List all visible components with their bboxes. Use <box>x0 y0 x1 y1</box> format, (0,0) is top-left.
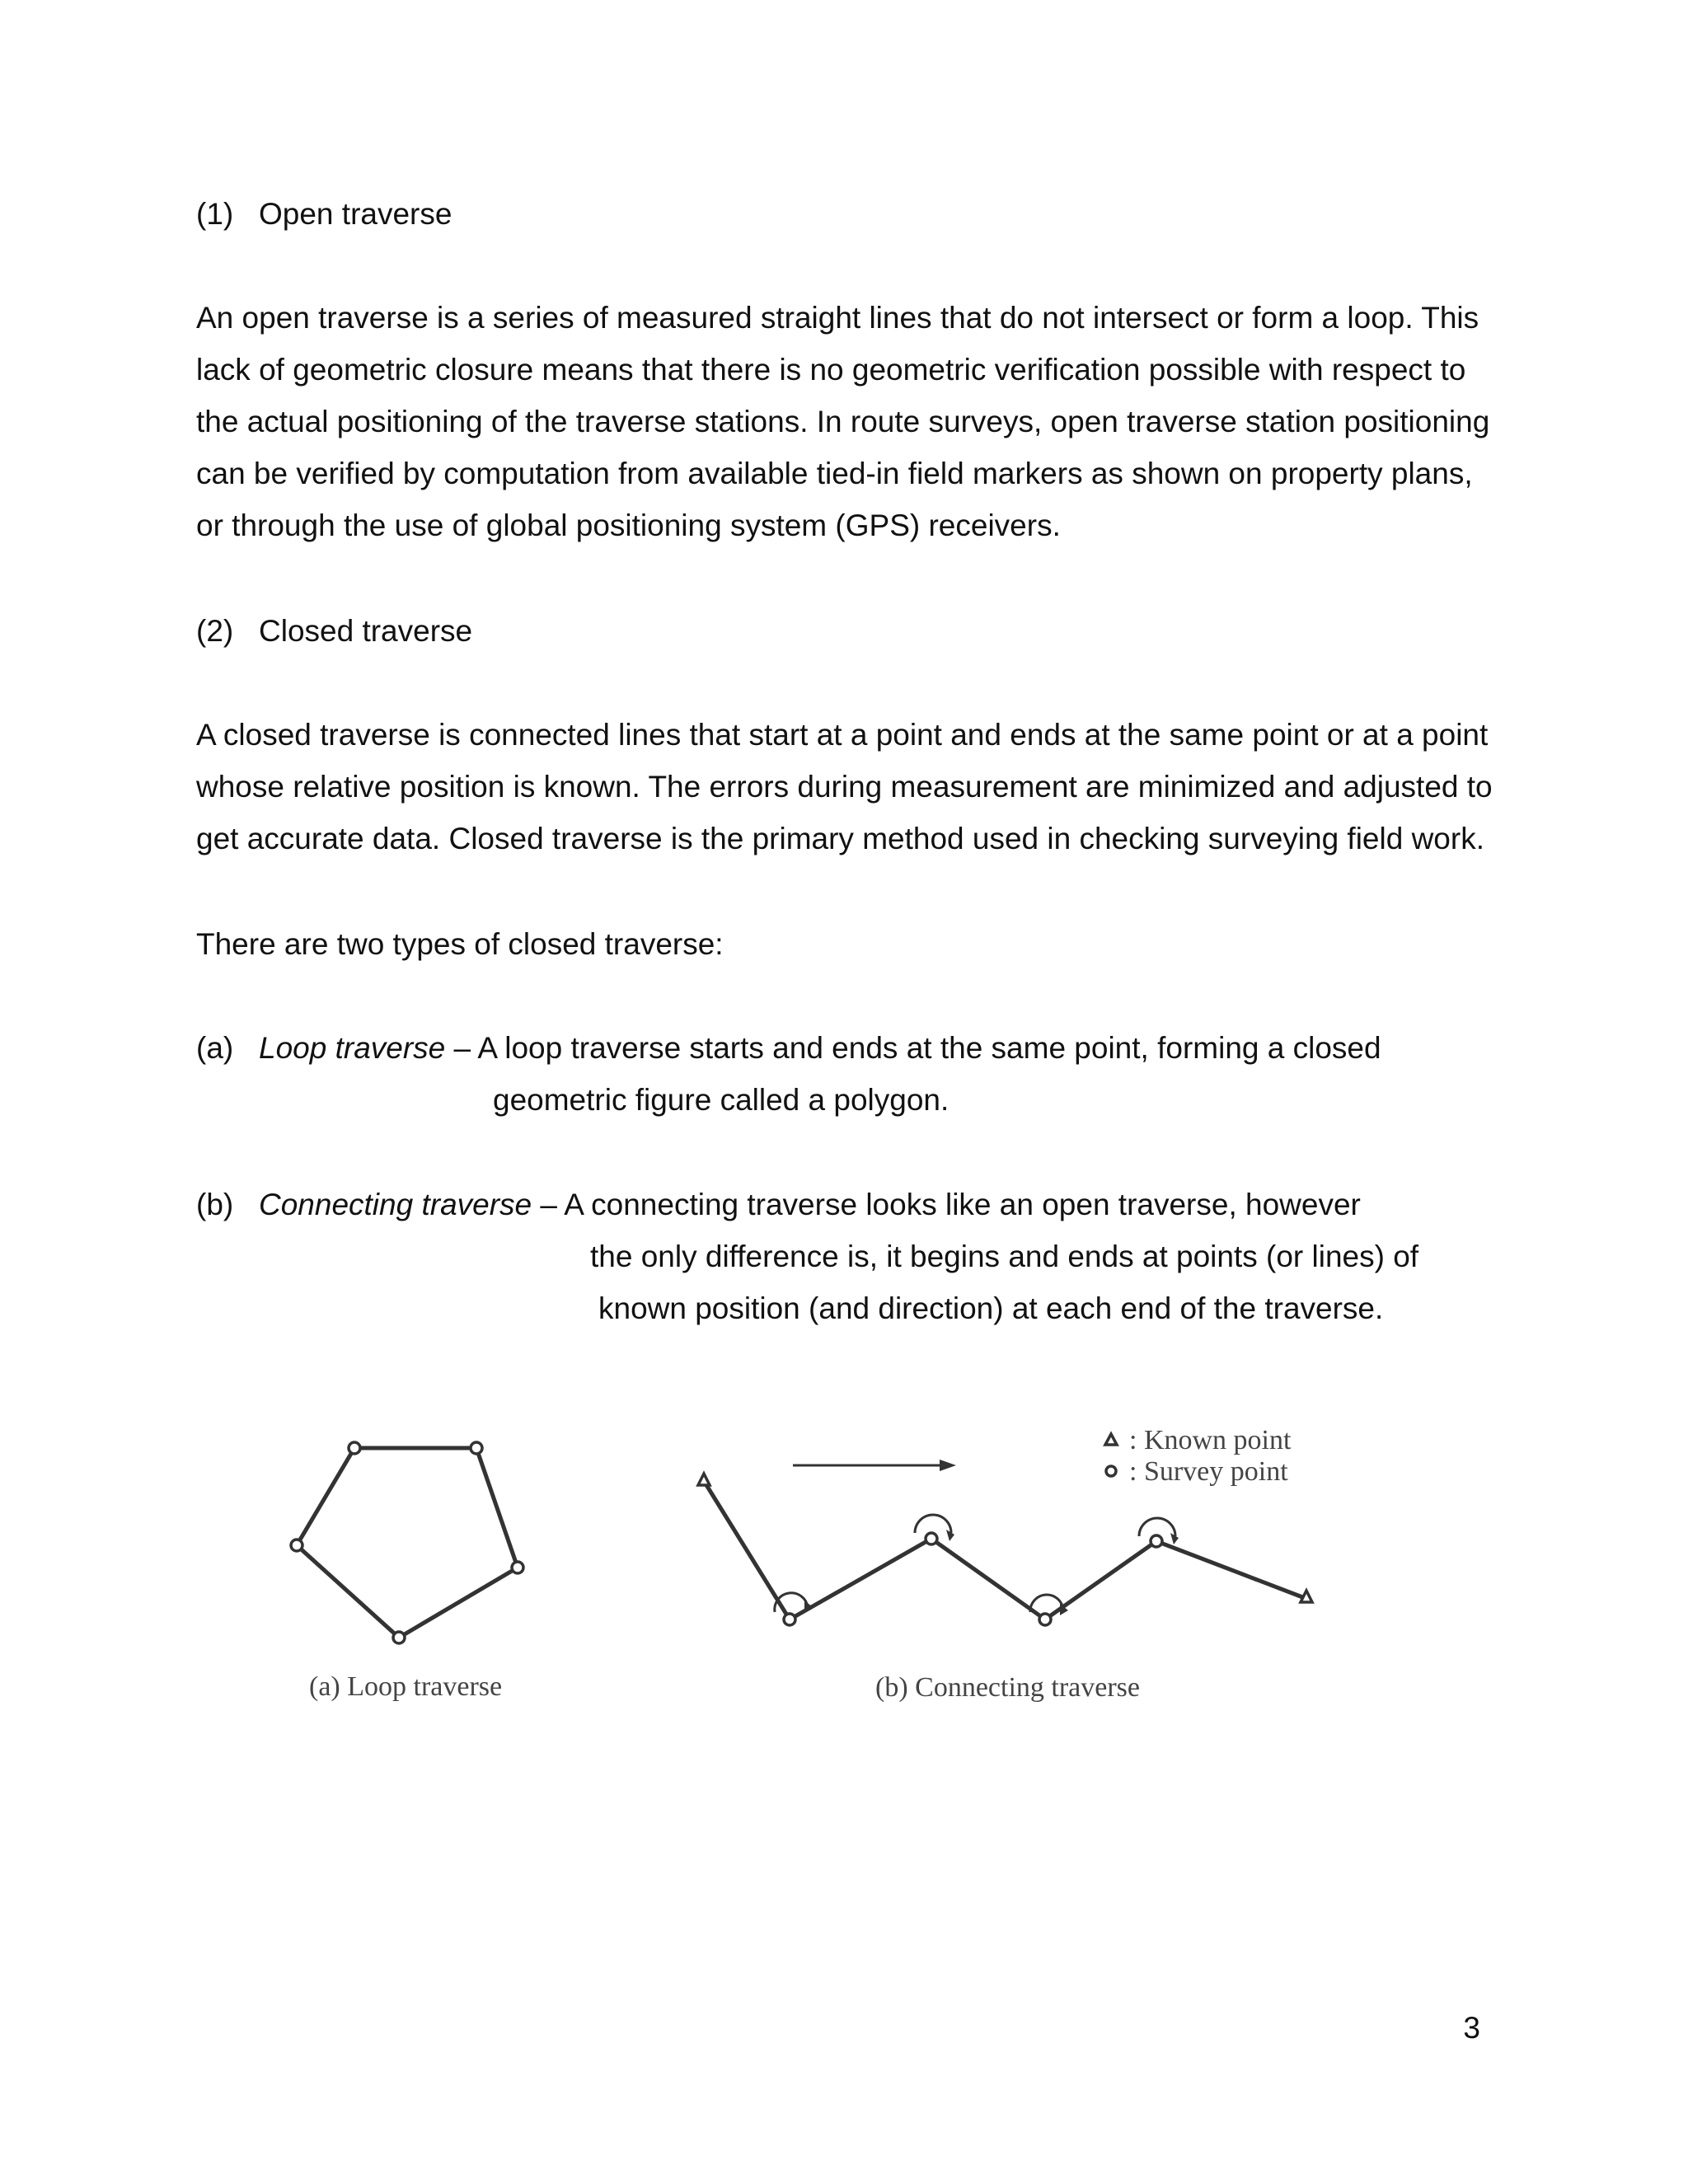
section-1-number: (1) <box>196 197 234 231</box>
connecting-polyline <box>704 1481 1305 1619</box>
paragraph-line: whose relative position is known. The errors during measurement are minimized and adjusted to <box>196 770 1493 804</box>
section-2-title: Closed traverse <box>259 614 473 648</box>
triangle-icon <box>698 1474 710 1485</box>
circle-icon <box>349 1442 360 1454</box>
triangle-icon <box>1105 1434 1117 1445</box>
circle-icon <box>393 1632 405 1643</box>
paragraph-line: get accurate data. Closed traverse is the primary method used in checking surveying field work. <box>196 822 1484 855</box>
arrow-head-icon <box>940 1460 956 1471</box>
circle-icon <box>784 1614 795 1625</box>
item-b-line-3: known position (and direction) at each end of the traverse. <box>598 1291 1384 1325</box>
paragraph-line: lack of geometric closure means that there is no geometric verification possible with respect to <box>196 353 1466 387</box>
section-2-heading <box>196 605 472 657</box>
triangle-icon <box>1301 1591 1312 1602</box>
legend-survey-point: : Survey point <box>1129 1456 1288 1487</box>
item-b-term: Connecting traverse <box>259 1188 532 1221</box>
item-a-line-1 <box>196 1022 1381 1074</box>
legend-known-point: : Known point <box>1129 1425 1292 1455</box>
paragraph-line: A closed traverse is connected lines that start at a point and ends at the same point or at a point <box>196 718 1489 752</box>
item-a-line-2: geometric figure called a polygon. <box>493 1083 950 1117</box>
loop-traverse-diagram <box>291 1442 523 1643</box>
item-b-text: – A connecting traverse looks like an open traverse, however <box>532 1188 1361 1221</box>
circle-icon <box>471 1442 482 1454</box>
item-b-line-2: the only difference is, it begins and ends at points (or lines) of <box>590 1240 1419 1273</box>
circle-icon <box>1106 1466 1116 1476</box>
circle-icon <box>926 1533 937 1544</box>
section-1-heading <box>196 188 452 240</box>
caption-loop-traverse: (a) Loop traverse <box>309 1671 503 1702</box>
loop-polygon <box>297 1448 518 1638</box>
section-1-title: Open traverse <box>259 197 452 231</box>
caption-connecting-traverse: (b) Connecting traverse <box>875 1672 1140 1703</box>
angle-arc <box>915 1515 951 1533</box>
item-a-number: (a) <box>196 1031 234 1065</box>
paragraph-line: can be verified by computation from available tied-in field markers as shown on property plans, <box>196 457 1473 490</box>
item-a-term: Loop traverse <box>259 1031 446 1065</box>
angle-arc <box>1139 1518 1175 1536</box>
circle-icon <box>1151 1535 1162 1547</box>
types-intro: There are two types of closed traverse: <box>196 927 724 961</box>
item-b-number: (b) <box>196 1188 234 1221</box>
closed-traverse-paragraph <box>196 709 1515 865</box>
legend <box>1105 1425 1292 1487</box>
item-a-text: – A loop traverse starts and ends at the same point, forming a closed <box>445 1031 1381 1065</box>
paragraph-line: or through the use of global positioning system (GPS) receivers. <box>196 509 1061 542</box>
traverse-figure <box>280 1409 1401 1731</box>
section-2-number: (2) <box>196 614 234 648</box>
paragraph-line: the actual positioning of the traverse stations. In route surveys, open traverse station positioning <box>196 405 1490 438</box>
paragraph-line: An open traverse is a series of measured straight lines that do not intersect or form a loop. This <box>196 301 1479 335</box>
circle-icon <box>291 1540 302 1551</box>
open-traverse-paragraph <box>196 292 1515 551</box>
circle-icon <box>1039 1614 1051 1625</box>
item-b-line-1 <box>196 1179 1361 1230</box>
circle-icon <box>512 1562 523 1573</box>
page-number: 3 <box>1463 2011 1480 2045</box>
